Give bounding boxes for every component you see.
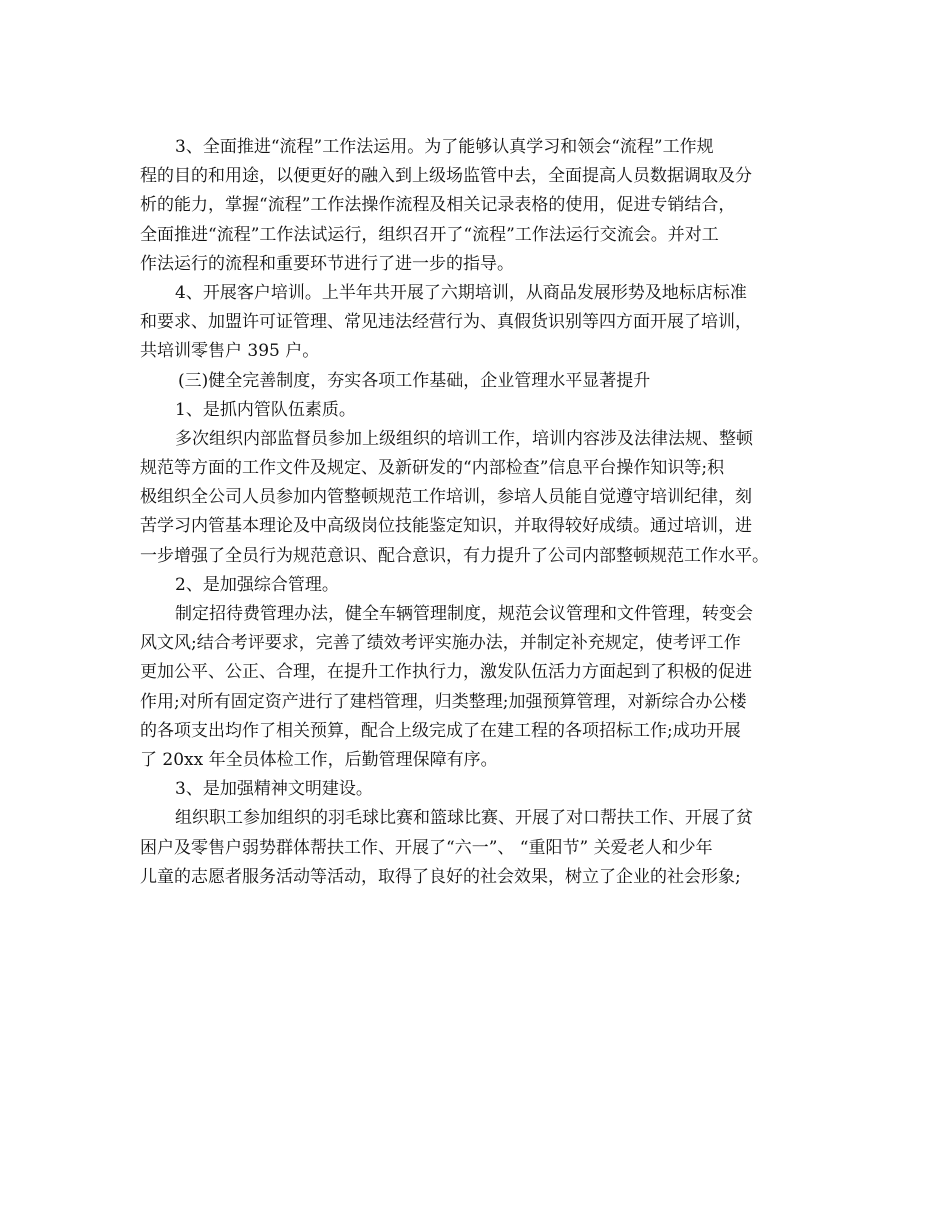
paragraph-line: 更加公平、公正、合理，在提升工作执行力，激发队伍活力方面起到了积极的促进 — [140, 662, 752, 683]
paragraph-line: 多次组织内部监督员参加上级组织的培训工作，培训内容涉及法律法规、整顿 — [175, 428, 753, 449]
paragraph-line: 程的目的和用途，以便更好的融入到上级场监管中去，全面提高人员数据调取及分 — [140, 166, 752, 187]
subsection-heading: 3、是加强精神文明建设。 — [175, 779, 373, 800]
paragraph-line: 3、全面推进“流程”工作法运用。为了能够认真学习和领会“流程”工作规 — [175, 137, 714, 157]
paragraph-line: 规范等方面的工作文件及规定、及新研发的“内部检查”信息平台操作知识等;积 — [140, 458, 725, 479]
paragraph-line: 儿童的志愿者服务活动等活动，取得了良好的社会效果，树立了企业的社会形象; — [140, 866, 741, 887]
paragraph-line: 作用;对所有固定资产进行了建档管理，归类整理;加强预算管理，对新综合办公楼 — [140, 691, 747, 712]
subsection-heading: 1、是抓内管队伍素质。 — [175, 399, 356, 420]
paragraph-line: 一步增强了全员行为规范意识、配合意识，有力提升了公司内部整顿规范工作水平。 — [140, 545, 769, 566]
paragraph-line: 组织职工参加组织的羽毛球比赛和篮球比赛、开展了对口帮扶工作、开展了贫 — [175, 808, 753, 829]
subsection-heading: 2、是加强综合管理。 — [175, 574, 339, 595]
paragraph-line: 4、开展客户培训。上半年共开展了六期培训，从商品发展形势及地标店标准 — [175, 282, 747, 303]
paragraph-line: 极组织全公司人员参加内管整顿规范工作培训，参培人员能自觉遵守培训纪律，刻 — [140, 487, 752, 508]
paragraph-line: 了 20xx 年全员体检工作，后勤管理保障有序。 — [140, 749, 498, 770]
paragraph-line: 作法运行的流程和重要环节进行了进一步的指导。 — [140, 253, 514, 274]
section-heading: (三)健全完善制度，夯实各项工作基础，企业管理水平显著提升 — [178, 370, 651, 391]
paragraph-line: 全面推进“流程”工作法试运行，组织召开了“流程”工作法运行交流会。并对工 — [140, 224, 719, 245]
paragraph-line: 析的能力，掌握“流程”工作法操作流程及相关记录表格的使用，促进专销结合， — [140, 195, 736, 216]
paragraph-line: 困户及零售户弱势群体帮扶工作、开展了“六一”、 “重阳节” 关爱老人和少年 — [140, 837, 713, 858]
document-body — [140, 133, 820, 892]
paragraph-line: 制定招待费管理办法，健全车辆管理制度，规范会议管理和文件管理，转变会 — [175, 604, 753, 624]
paragraph-line: 苦学习内管基本理论及中高级岗位技能鉴定知识，并取得较好成绩。通过培训，进 — [140, 516, 752, 537]
paragraph-line: 的各项支出均作了相关预算，配合上级完成了在建工程的各项招标工作;成功开展 — [140, 720, 741, 741]
paragraph-line: 共培训零售户 395 户。 — [140, 341, 320, 362]
paragraph-line: 风文风;结合考评要求，完善了绩效考评实施办法，并制定补充规定，使考评工作 — [140, 633, 741, 654]
paragraph-line: 和要求、加盟许可证管理、常见违法经营行为、真假货识别等四方面开展了培训， — [140, 312, 752, 333]
